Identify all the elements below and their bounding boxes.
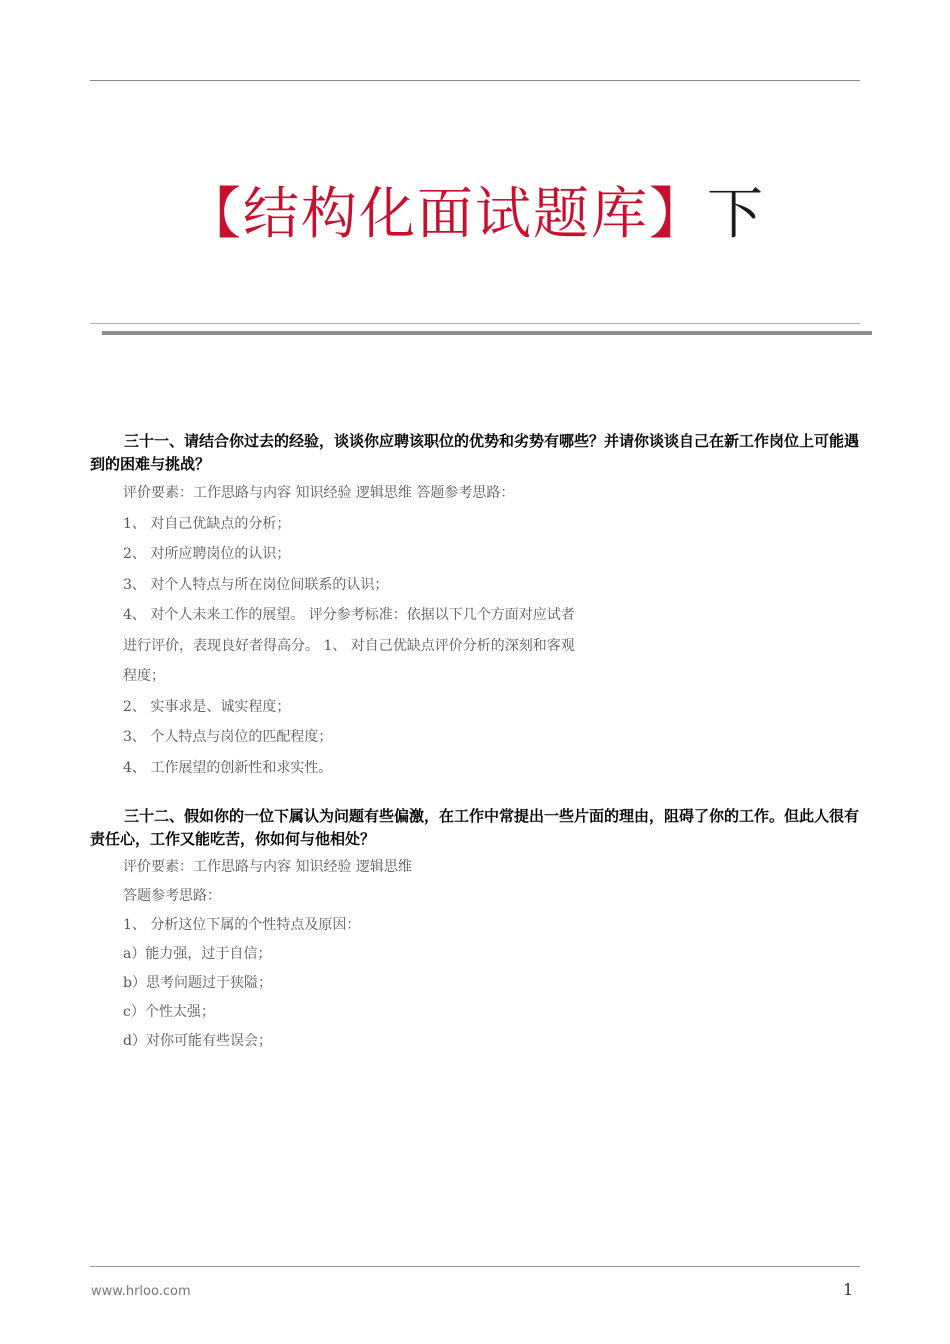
answer-line: 1、 对自己优缺点的分析； xyxy=(123,515,291,532)
answer-line: 评价要素：工作思路与内容 知识经验 逻辑思维 xyxy=(123,859,412,875)
footer-url-link[interactable]: www.hrloo.com xyxy=(91,1284,191,1299)
answer-line: 4、 工作展望的创新性和求实性。 xyxy=(123,759,333,776)
answer-line: 评价要素：工作思路与内容 知识经验 逻辑思维 答题参考思路： xyxy=(123,485,515,501)
title-rule-thin xyxy=(90,323,860,324)
answer-line: 进行评价，表现良好者得高分。 1、 对自己优缺点评价分析的深刻和客观 xyxy=(123,637,575,654)
answer-line: 2、 对所应聘岗位的认识； xyxy=(123,546,291,562)
answer-line: 3、 个人特点与岗位的匹配程度； xyxy=(123,729,333,745)
answer-line: b）思考问题过于狭隘； xyxy=(123,975,272,991)
answer-line: 4、 对个人未来工作的展望。 评分参考标准：依据以下几个方面对应试者 xyxy=(123,607,575,623)
answer-line: a）能力强，过于自信； xyxy=(123,946,272,962)
document-body xyxy=(90,430,865,1056)
answer-line: 答题参考思路： xyxy=(123,888,221,904)
question-heading: 三十二、假如你的一位下属认为问题有些偏激，在工作中常提出一些片面的理由，阻碍了你的工作。但此人很有责任心，工作又能吃苦，你如何与他相处？ xyxy=(90,807,860,848)
answer-line: 3、 对个人特点与所在岗位间联系的认识； xyxy=(123,576,389,593)
answer-line: 2、 实事求是、诚实程度； xyxy=(123,698,291,715)
answer-line: 程度； xyxy=(123,668,165,684)
answer-line: 1、 分析这位下属的个性特点及原因： xyxy=(123,917,361,933)
page-title xyxy=(0,180,950,250)
question-section-32 xyxy=(90,805,865,1056)
page-number: 1 xyxy=(843,1280,854,1299)
answer-line: d）对你可能有些误会； xyxy=(123,1033,272,1049)
page-title-tail: 下 xyxy=(707,182,765,247)
answer-line: c）个性太强； xyxy=(123,1004,215,1020)
question-heading: 三十一、请结合你过去的经验，谈谈你应聘该职位的优势和劣势有哪些？并请你谈谈自己在新工作岗位上可能遇到的困难与挑战？ xyxy=(90,432,860,473)
header-rule xyxy=(90,80,860,81)
page-title-main: 【结构化面试题库】 xyxy=(185,182,707,247)
footer-rule xyxy=(90,1266,860,1267)
title-rule-thick xyxy=(102,331,872,335)
question-section-31 xyxy=(90,430,865,783)
